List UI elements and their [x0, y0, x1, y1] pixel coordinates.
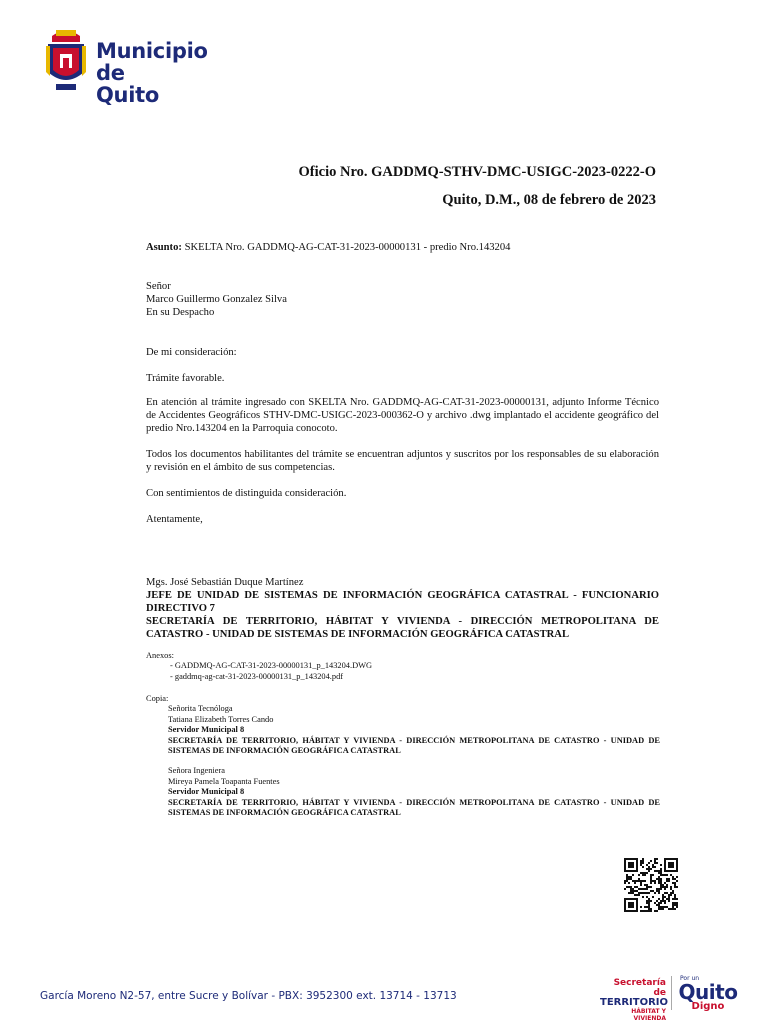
copy-unit: SECRETARÍA DE TERRITORIO, HÁBITAT Y VIVIENDA - DIRECCIÓN METROPOLITANA DE CATASTRO - UNIDAD DE SISTEMAS DE INFORMACIÓN GEOGRÁFICA CATASTRAL — [168, 735, 660, 756]
subject-text: SKELTA Nro. GADDMQ-AG-CAT-31-2023-00000131 - predio Nro.143204 — [181, 242, 511, 253]
copy-entry — [146, 704, 660, 756]
quito-digno: Digno — [691, 1001, 725, 1012]
logo-line1: Municipio — [96, 39, 208, 63]
signatory-unit: SECRETARÍA DE TERRITORIO, HÁBITAT Y VIVIENDA - DIRECCIÓN METROPOLITANA DE CATASTRO - UNIDAD DE SISTEMAS DE INFORMACIÓN GEOGRÁFICA CATASTRAL — [146, 616, 659, 640]
annexes-block — [146, 651, 372, 682]
signatory-role: JEFE DE UNIDAD DE SISTEMAS DE INFORMACIÓN GEOGRÁFICA CATASTRAL - FUNCIONARIO DIRECTIVO 7 — [146, 590, 659, 614]
quito-digno-logo — [676, 975, 740, 1012]
copies-block — [146, 694, 660, 818]
footer-address: García Moreno N2-57, entre Sucre y Bolívar - PBX: 3952300 ext. 13714 - 13713 — [40, 990, 457, 1002]
copy-position: Servidor Municipal 8 — [168, 725, 245, 735]
paragraph-3: Todos los documentos habilitantes del trámite se encuentran adjuntos y suscritos por los responsables de su elaboración y revisión en el ámbito de sus competencias. — [146, 449, 659, 473]
quito-big: Quito — [678, 980, 738, 1004]
copy-entry — [146, 766, 660, 818]
municipio-logo — [44, 26, 208, 107]
annexes-label: Anexos: — [146, 651, 174, 660]
copy-position: Servidor Municipal 8 — [168, 787, 245, 797]
recipient-location: En su Despacho — [146, 307, 215, 318]
recipient-name: Marco Guillermo Gonzalez Silva — [146, 294, 287, 305]
quito-small: Por un — [680, 975, 700, 982]
copy-title: Señora Ingeniera — [168, 766, 225, 776]
copy-name: Tatiana Elizabeth Torres Cando — [168, 714, 274, 724]
secretaria-line3: HÁBITAT Y VIVIENDA — [631, 1008, 666, 1022]
qr-code — [624, 858, 678, 912]
recipient-title: Señor — [146, 281, 171, 292]
paragraph-1: Trámite favorable. — [146, 373, 225, 384]
secretaria-line2: TERRITORIO — [600, 997, 669, 1008]
qr-code-icon — [624, 858, 678, 912]
signatory-block — [146, 576, 659, 641]
subject-label: Asunto: — [146, 242, 182, 253]
copies-label: Copia: — [146, 694, 169, 703]
secretaria-logo — [600, 978, 669, 1022]
copy-title: Señorita Tecnóloga — [168, 704, 233, 714]
closing: Atentamente, — [146, 514, 203, 525]
oficio-number: Oficio Nro. GADDMQ-STHV-DMC-USIGC-2023-0222-O — [298, 164, 656, 180]
copy-unit: SECRETARÍA DE TERRITORIO, HÁBITAT Y VIVIENDA - DIRECCIÓN METROPOLITANA DE CATASTRO - UNIDAD DE SISTEMAS DE INFORMACIÓN GEOGRÁFICA CATASTRAL — [168, 797, 660, 818]
copy-name: Mireya Pamela Toapanta Fuentes — [168, 776, 280, 786]
annex-item: - GADDMQ-AG-CAT-31-2023-00000131_p_143204.DWG — [170, 661, 373, 671]
subject-line — [146, 241, 510, 254]
paragraph-2: En atención al trámite ingresado con SKELTA Nro. GADDMQ-AG-CAT-31-2023-00000131, adjunto Informe Técnico de Accidentes Geográficos STHV-DMC-USIGC-2023-000362-O y archivo .dwg implantado el accidente geográfico del predio Nro.143204 en la Parroquia conocoto. — [146, 397, 659, 434]
signatory-name: Mgs. José Sebastián Duque Martínez — [146, 577, 304, 588]
annex-item: - gaddmq-ag-cat-31-2023-00000131_p_143204.pdf — [170, 671, 344, 681]
footer-divider — [671, 976, 672, 1010]
greeting: De mi consideración: — [146, 347, 237, 358]
secretaria-line1: Secretaría de — [613, 978, 666, 998]
logo-line2: de Quito — [96, 61, 159, 107]
coat-of-arms-icon — [44, 26, 88, 96]
place-date: Quito, D.M., 08 de febrero de 2023 — [442, 192, 656, 208]
paragraph-4: Con sentimientos de distinguida consideración. — [146, 488, 347, 499]
recipient-block — [146, 280, 287, 319]
